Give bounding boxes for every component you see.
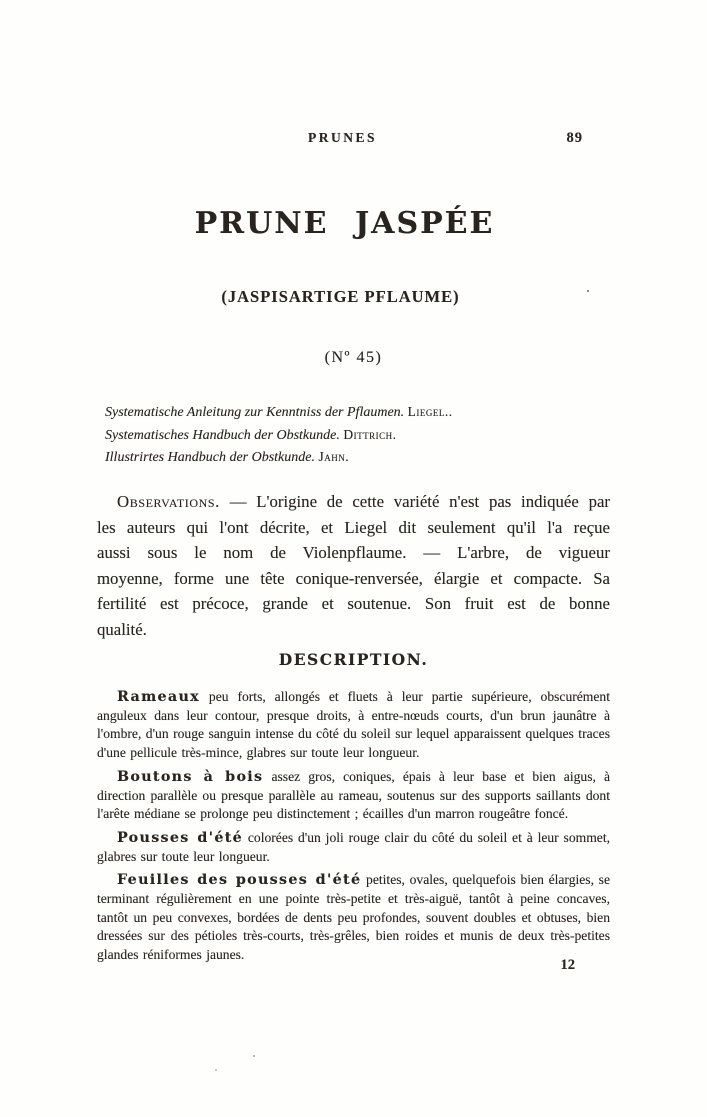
paragraph-text: peu forts, allongés et fluets à leur partie supérieure, obscurément anguleux dans leur contour, presque droits, à entre-nœuds courts, d'un brun jaunâtre à l'ombre, d'un rouge sanguin intense du côté du soleil sur lequel apparaissent quelques traces d'une pellicule très-mince, glabres sur toute leur longueur. (97, 689, 610, 761)
reference-title: Illustrirtes Handbuch der Obstkunde. (105, 450, 315, 465)
page-title: PRUNE JASPÉE (194, 206, 495, 241)
paragraph-lead: Pousses d'été (117, 829, 244, 846)
paragraph-pousses-d-ete (97, 829, 610, 866)
description-section (97, 688, 610, 970)
paragraph-text: colorées d'un joli rouge clair du côté du soleil et à leur sommet, glabres sur toute leur longueur. (97, 829, 610, 864)
observations-paragraph (97, 489, 610, 643)
running-header (97, 130, 610, 150)
scan-speck (587, 290, 589, 292)
bibliography (105, 401, 610, 469)
paragraph-boutons-a-bois (97, 768, 610, 824)
reference-title: Systematisches Handbuch der Obstkunde. (105, 427, 340, 443)
paragraph-rameaux (97, 688, 610, 763)
reference-author: Jahn. (318, 449, 350, 464)
bibliography-entry (105, 401, 610, 424)
bibliography-entry (105, 446, 610, 469)
reference-author: Dittrich. (343, 426, 397, 442)
observations-text: — L'origine de cette variété n'est pas indiquée par les auteurs qui l'ont décrite, et Liegel dit seulement qu'il l'a reçue aussi sous le nom de Violenpflaume. — L'arbre, de vigueur moyenne, forme une tête conique-renversée, élargie et compacte. Sa fertilité est précoce, grande et soutenue. Son fruit est de bonne qualité. (97, 492, 610, 639)
subtitle-german: (JASPISARTIGE PFLAUME) (221, 287, 460, 306)
scan-speck (215, 1069, 217, 1071)
paragraph-text: assez gros, coniques, épais à leur base et bien aigus, à direction parallèle ou presque parallèle au rameau, soutenus sur des supports saillants dont l'arête médiane se prolonge peu distinctement ; écailles d'un marron rougeâtre foncé. (97, 768, 611, 822)
reference-author: Liegel.. (407, 404, 453, 419)
page-number: 89 (566, 130, 583, 146)
variety-number: (Nº 45) (324, 349, 383, 366)
observations-label: Observations. (117, 492, 220, 511)
bibliography-entry (105, 424, 610, 447)
signature-number: 12 (560, 957, 575, 973)
paragraph-lead: Boutons à bois (117, 768, 264, 785)
paragraph-lead: Feuilles des pousses d'été (117, 872, 362, 889)
paragraph-feuilles (97, 871, 610, 965)
running-title: PRUNES (308, 130, 378, 145)
scan-speck (253, 1055, 255, 1057)
reference-title: Systematische Anleitung zur Kenntniss der Pflaumen. (105, 405, 405, 420)
paragraph-text: petites, ovales, quelquefois bien élargies, se terminant régulièrement en une pointe très-petite et très-aiguë, tantôt à peine concaves, tantôt un peu convexes, bordées de dents peu profondes, souvent doubles et obtuses, bien dressées sur des pétioles très-courts, très-grêles, bien roides et munis de deux très-petites glandes réniformes jaunes. (97, 872, 610, 963)
description-heading: DESCRIPTION. (278, 650, 429, 669)
paragraph-lead: Rameaux (117, 689, 200, 705)
